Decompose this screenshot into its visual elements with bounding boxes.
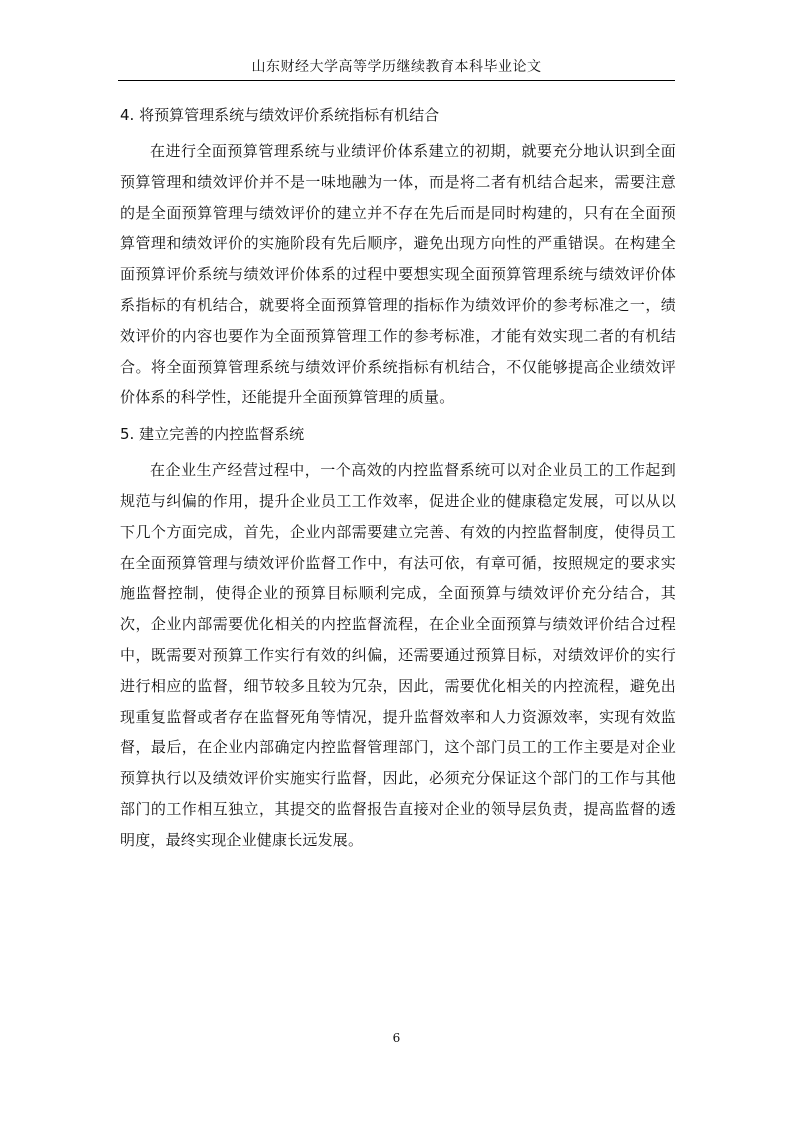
- page-number: 6: [392, 1031, 401, 1045]
- header-divider: [118, 80, 675, 81]
- section-heading-5: 5. 建立完善的内控监督系统: [120, 425, 305, 444]
- section-paragraph-5: 在企业生产经营过程中，一个高效的内控监督系统可以对企业员工的工作起到规范与纠偏的作用，提升企业员工工作效率，促进企业的健康稳定发展，可以从以下几个方面完成，首先，企业内部需要建立完善、有效的内控监督制度，使得员工在全面预算管理与绩效评价监督工作中，有法可依，有章可循，按照规定的要求实施监督控制，使得企业的预算目标顺利完成，全面预算与绩效评价充分结合，其次，企业内部需要优化相关的内控监督流程，在企业全面预算与绩效评价结合过程中，既需要对预算工作实行有效的纠偏，还需要通过预算目标，对绩效评价的实行进行相应的监督，细节较多且较为冗杂，因此，需要优化相关的内控流程，避免出现重复监督或者存在监督死角等情况，提升监督效率和人力资源效率，实现有效监督，最后，在企业内部确定内控监督管理部门，这个部门员工的工作主要是对企业预算执行以及绩效评价实施实行监督，因此，必须充分保证这个部门的工作与其他部门的工作相互独立，其提交的监督报告直接对企业的领导层负责，提高监督的透明度，最终实现企业健康长远发展。: [120, 461, 676, 849]
- section-paragraph-4: 在进行全面预算管理系统与业绩评价体系建立的初期，就要充分地认识到全面预算管理和绩效评价并不是一味地融为一体，而是将二者有机结合起来，需要注意的是全面预算管理与绩效评价的建立并不存在先后而是同时构建的，只有在全面预算管理和绩效评价的实施阶段有先后顺序，避免出现方向性的严重错误。在构建全面预算评价系统与绩效评价体系的过程中要想实现全面预算管理系统与绩效评价体系指标的有机结合，就要将全面预算管理的指标作为绩效评价的参考标准之一，绩效评价的内容也要作为全面预算管理工作的参考标准，才能有效实现二者的有机结合。将全面预算管理系统与绩效评价系统指标有机结合，不仅能够提高企业绩效评价体系的科学性，还能提升全面预算管理的质量。: [120, 142, 676, 407]
- section-heading-4: 4. 将预算管理系统与绩效评价系统指标有机结合: [120, 106, 440, 124]
- page-body: [120, 92, 676, 856]
- running-header: 山东财经大学高等学历继续教育本科毕业论文: [251, 59, 542, 75]
